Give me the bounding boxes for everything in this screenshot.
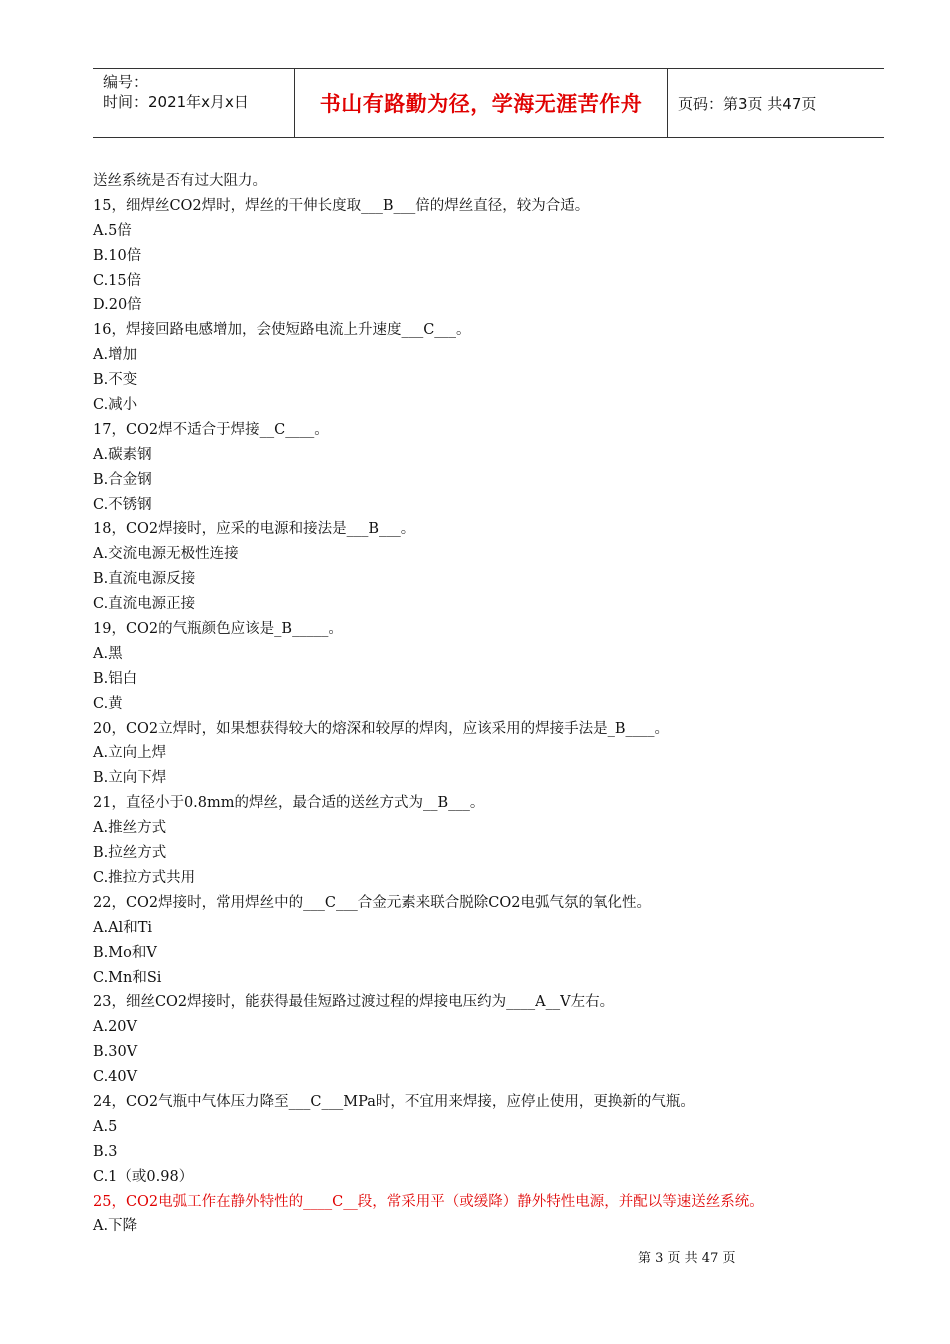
document-body: [93, 169, 883, 1239]
option-line: C.黄: [93, 695, 123, 712]
option-line: B.10倍: [93, 247, 142, 264]
motto-title: 书山有路勤为径，学海无涯苦作舟: [319, 92, 643, 116]
option-line: A.5: [93, 1118, 118, 1135]
question-line: 18，CO2焊接时，应采的电源和接法是___B___。: [93, 521, 416, 538]
question-line: 24，CO2气瓶中气体压力降至___C___MPa时，不宜用来焊接，应停止使用，更换新的气瓶。: [93, 1093, 695, 1110]
question-line: 17，CO2焊不适合于焊接__C____。: [93, 421, 329, 438]
option-line: B.直流电源反接: [93, 571, 196, 588]
header-left-cell: [93, 69, 295, 137]
option-line: A.立向上焊: [93, 745, 167, 762]
document-header: [93, 68, 884, 138]
option-line: A.推丝方式: [93, 820, 167, 837]
option-line: B.铝白: [93, 670, 138, 687]
question-line: 21，直径小于0.8mm的焊丝，最合适的送丝方式为__B___。: [93, 795, 485, 812]
option-line: A.增加: [93, 347, 138, 364]
option-line: B.Mo和V: [93, 944, 157, 961]
option-line: C.推拉方式共用: [93, 869, 196, 886]
option-line: B.拉丝方式: [93, 845, 167, 862]
text-line: 送丝系统是否有过大阻力。: [93, 173, 267, 189]
option-line: A.黑: [93, 645, 123, 662]
header-right-cell: [668, 69, 884, 137]
option-line: A.交流电源无极性连接: [93, 546, 239, 563]
option-line: C.减小: [93, 397, 138, 414]
option-line: D.20倍: [93, 297, 142, 314]
header-middle-cell: [295, 69, 668, 137]
question-line: 16，焊接回路电感增加，会使短路电流上升速度___C___。: [93, 322, 471, 339]
option-line: A.下降: [93, 1218, 138, 1235]
question-line: 22，CO2焊接时，常用焊丝中的___C___合金元素来联合脱除CO2电弧气氛的氧化性。: [93, 894, 651, 911]
page-info: 页码：第3页 共47页: [678, 94, 817, 113]
option-line: B.合金钢: [93, 471, 152, 488]
question-line: 15，细焊丝CO2焊时，焊丝的干伸长度取___B___倍的焊丝直径，较为合适。: [93, 197, 590, 214]
option-line: B.立向下焊: [93, 770, 167, 787]
question-line: 20，CO2立焊时，如果想获得较大的熔深和较厚的焊肉，应该采用的焊接手法是_B____。: [93, 720, 670, 737]
option-line: C.1（或0.98）: [93, 1168, 194, 1185]
option-line: B.3: [93, 1143, 118, 1160]
option-line: C.不锈钢: [93, 496, 152, 513]
highlighted-question-line: 25，CO2电弧工作在静外特性的____C__段，常采用平（或缓降）静外特性电源，并配以等速送丝系统。: [93, 1193, 764, 1210]
option-line: A.5倍: [93, 222, 132, 239]
question-line: 23，细丝CO2焊接时，能获得最佳短路过渡过程的焊接电压约为____A__V左右。: [93, 994, 615, 1011]
option-line: A.碳素钢: [93, 446, 152, 463]
question-line: 19，CO2的气瓶颜色应该是_B_____。: [93, 621, 343, 638]
option-line: B.30V: [93, 1044, 138, 1061]
option-line: B.不变: [93, 372, 138, 389]
option-line: C.15倍: [93, 272, 142, 289]
page-footer: 第 3 页 共 47 页: [638, 1251, 736, 1266]
code-label: 编号：: [103, 73, 149, 91]
option-line: C.40V: [93, 1069, 138, 1086]
option-line: A.Al和Ti: [93, 919, 152, 936]
time-label: 时间：2021年x月x日: [103, 93, 249, 111]
option-line: C.Mn和Si: [93, 969, 162, 986]
option-line: A.20V: [93, 1019, 138, 1036]
option-line: C.直流电源正接: [93, 596, 196, 613]
